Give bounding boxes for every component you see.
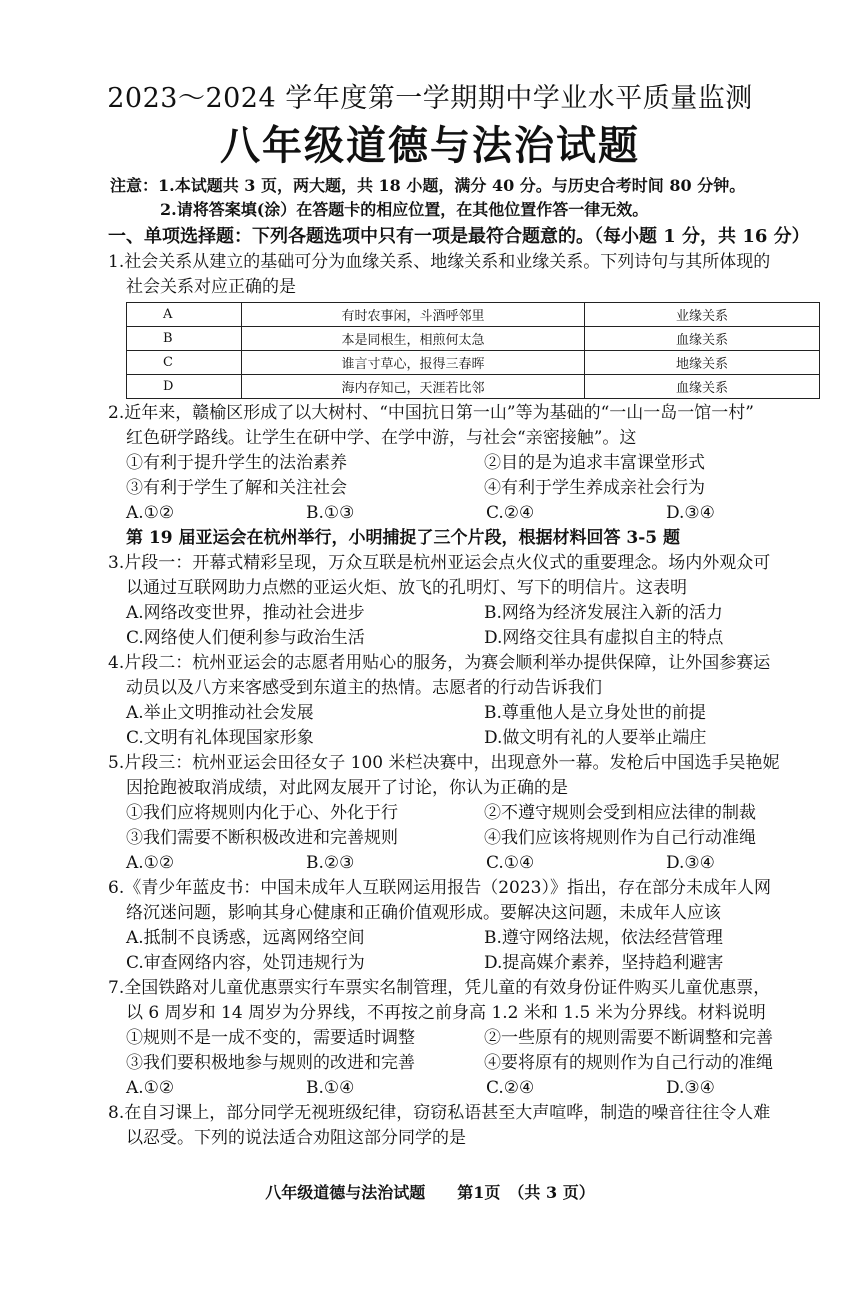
question-list bbox=[108, 250, 848, 1151]
exam-notes bbox=[110, 174, 850, 222]
question-stem: 7.全国铁路对儿童优惠票实行车票实名制管理，凭儿童的有效身份证件购买儿童优惠票， bbox=[108, 978, 771, 998]
table-row bbox=[127, 327, 820, 351]
option-d: D.网络交往具有虚拟自主的特点 bbox=[484, 628, 724, 648]
statement: ①有利于提升学生的法治素养 bbox=[126, 453, 347, 473]
poem-cell: 海内存知己，天涯若比邻 bbox=[242, 375, 585, 399]
question-stem: 4.片段二：杭州亚运会的志愿者用贴心的服务，为赛会顺利举办提供保障，让外国参赛运 bbox=[108, 653, 771, 673]
exam-subject-title: 八年级道德与法治试题 bbox=[220, 122, 640, 169]
statement-row bbox=[108, 826, 848, 851]
question-stem: 8.在自习课上，部分同学无视班级纪律，窃窃私语甚至大声喧哗，制造的噪音往往令人难 bbox=[108, 1103, 771, 1123]
statement: ①我们应将规则内化于心、外化于行 bbox=[126, 803, 398, 823]
question-7 bbox=[108, 976, 848, 1101]
statement-row bbox=[108, 451, 848, 476]
option-letter: C bbox=[127, 351, 242, 375]
relation-cell: 业缘关系 bbox=[585, 303, 820, 327]
question-stem: 5.片段三：杭州亚运会田径女子 100 米栏决赛中，出现意外一幕。发枪后中国选手吴艳妮 bbox=[108, 753, 780, 773]
answer-row bbox=[108, 926, 848, 951]
statement-row bbox=[108, 476, 848, 501]
option-a: A.①② bbox=[126, 1078, 175, 1098]
question-stem: 因抢跑被取消成绩，对此网友展开了讨论，你认为正确的是 bbox=[126, 778, 568, 798]
q1-options-table bbox=[126, 302, 820, 399]
page-footer: 八年级道德与法治试题 第1页 （共 3 页） bbox=[265, 1183, 595, 1202]
answer-row bbox=[108, 851, 848, 876]
exam-session-title: 2023～2024 学年度第一学期期中学业水平质量监测 bbox=[107, 83, 753, 114]
answer-row bbox=[108, 601, 848, 626]
option-c: C.文明有礼体现国家形象 bbox=[126, 728, 314, 748]
option-b: B.网络为经济发展注入新的活力 bbox=[484, 603, 723, 623]
option-d: D.③④ bbox=[666, 1078, 715, 1098]
relation-cell: 地缘关系 bbox=[585, 351, 820, 375]
question-3 bbox=[108, 551, 848, 651]
note-2: 2.请将答案填(涂）在答题卡的相应位置，在其他位置作答一律无效。 bbox=[160, 200, 649, 219]
relation-cell: 血缘关系 bbox=[585, 327, 820, 351]
table-row bbox=[127, 303, 820, 327]
statement: ④要将原有的规则作为自己行动的准绳 bbox=[484, 1053, 773, 1073]
option-a: A.网络改变世界，推动社会进步 bbox=[126, 603, 365, 623]
section-heading: 一、单项选择题：下列各题选项中只有一项是最符合题意的。（每小题 1 分，共 16 分） bbox=[108, 226, 810, 247]
note-1: 注意：1.本试题共 3 页，两大题，共 18 小题，满分 40 分。与历史合考时间 80 分钟。 bbox=[110, 176, 746, 195]
option-d: D.③④ bbox=[666, 853, 715, 873]
table-row bbox=[127, 375, 820, 399]
answer-row bbox=[108, 1076, 848, 1101]
answer-row bbox=[108, 701, 848, 726]
option-b: B.②③ bbox=[306, 853, 355, 873]
statement-row bbox=[108, 1026, 848, 1051]
question-8 bbox=[108, 1101, 848, 1151]
question-stem: 动员以及八方来客感受到东道主的热情。志愿者的行动告诉我们 bbox=[126, 678, 602, 698]
option-d: D.做文明有礼的人要举止端庄 bbox=[484, 728, 707, 748]
option-b: B.尊重他人是立身处世的前提 bbox=[484, 703, 706, 723]
group-intro: 第 19 届亚运会在杭州举行，小明捕捉了三个片段，根据材料回答 3-5 题 bbox=[126, 528, 681, 548]
option-b: B.①③ bbox=[306, 503, 355, 523]
poem-cell: 有时农事闲，斗酒呼邻里 bbox=[242, 303, 585, 327]
question-stem: 以 6 周岁和 14 周岁为分界线，不再按之前身高 1.2 米和 1.5 米为分界线。材料说明 bbox=[126, 1003, 766, 1023]
statement: ①规则不是一成不变的，需要适时调整 bbox=[126, 1028, 415, 1048]
statement: ③我们要积极地参与规则的改进和完善 bbox=[126, 1053, 415, 1073]
option-c: C.②④ bbox=[486, 1078, 535, 1098]
statement: ③有利于学生了解和关注社会 bbox=[126, 478, 347, 498]
question-stem: 6.《青少年蓝皮书：中国未成年人互联网运用报告（2023）》指出，存在部分未成年人网 bbox=[108, 878, 771, 898]
option-letter: A bbox=[127, 303, 242, 327]
answer-row bbox=[108, 726, 848, 751]
option-a: A.①② bbox=[126, 853, 175, 873]
statement: ④我们应该将规则作为自己行动准绳 bbox=[484, 828, 756, 848]
answer-row bbox=[108, 501, 848, 526]
question-2 bbox=[108, 401, 848, 526]
statement-row bbox=[108, 801, 848, 826]
statement-row bbox=[108, 1051, 848, 1076]
question-stem: 以通过互联网助力点燃的亚运火炬、放飞的孔明灯、写下的明信片。这表明 bbox=[126, 578, 687, 598]
question-stem: 红色研学路线。让学生在研中学、在学中游，与社会“亲密接触”。这 bbox=[126, 428, 637, 448]
question-6 bbox=[108, 876, 848, 976]
question-5 bbox=[108, 751, 848, 876]
question-4 bbox=[108, 651, 848, 751]
option-b: B.①④ bbox=[306, 1078, 355, 1098]
answer-row bbox=[108, 626, 848, 651]
statement: ③我们需要不断积极改进和完善规则 bbox=[126, 828, 398, 848]
statement: ②目的是为追求丰富课堂形式 bbox=[484, 453, 705, 473]
option-letter: D bbox=[127, 375, 242, 399]
table-row bbox=[127, 351, 820, 375]
question-stem: 2.近年来，赣榆区形成了以大树村、“中国抗日第一山”等为基础的“一山一岛一馆一村” bbox=[108, 403, 754, 423]
option-c: C.网络使人们便利参与政治生活 bbox=[126, 628, 365, 648]
option-c: C.②④ bbox=[486, 503, 535, 523]
statement: ②不遵守规则会受到相应法律的制裁 bbox=[484, 803, 756, 823]
question-stem: 1.社会关系从建立的基础可分为血缘关系、地缘关系和业缘关系。下列诗句与其所体现的 bbox=[108, 252, 771, 272]
relation-cell: 血缘关系 bbox=[585, 375, 820, 399]
question-stem: 社会关系对应正确的是 bbox=[126, 277, 296, 297]
option-c: C.审查网络内容，处罚违规行为 bbox=[126, 953, 365, 973]
option-a: A.抵制不良诱惑，远离网络空间 bbox=[126, 928, 365, 948]
option-b: B.遵守网络法规，依法经营管理 bbox=[484, 928, 723, 948]
option-c: C.①④ bbox=[486, 853, 535, 873]
poem-cell: 本是同根生，相煎何太急 bbox=[242, 327, 585, 351]
option-letter: B bbox=[127, 327, 242, 351]
question-stem: 3.片段一：开幕式精彩呈现，万众互联是杭州亚运会点火仪式的重要理念。场内外观众可 bbox=[108, 553, 771, 573]
statement: ④有利于学生养成亲社会行为 bbox=[484, 478, 705, 498]
option-d: D.提高媒介素养，坚持趋利避害 bbox=[484, 953, 724, 973]
option-d: D.③④ bbox=[666, 503, 715, 523]
statement: ②一些原有的规则需要不断调整和完善 bbox=[484, 1028, 773, 1048]
poem-cell: 谁言寸草心，报得三春晖 bbox=[242, 351, 585, 375]
answer-row bbox=[108, 951, 848, 976]
question-stem: 络沉迷问题，影响其身心健康和正确价值观形成。要解决这问题，未成年人应该 bbox=[126, 903, 721, 923]
question-stem: 以忍受。下列的说法适合劝阻这部分同学的是 bbox=[126, 1128, 466, 1148]
option-a: A.①② bbox=[126, 503, 175, 523]
option-a: A.举止文明推动社会发展 bbox=[126, 703, 314, 723]
question-1 bbox=[108, 250, 848, 399]
